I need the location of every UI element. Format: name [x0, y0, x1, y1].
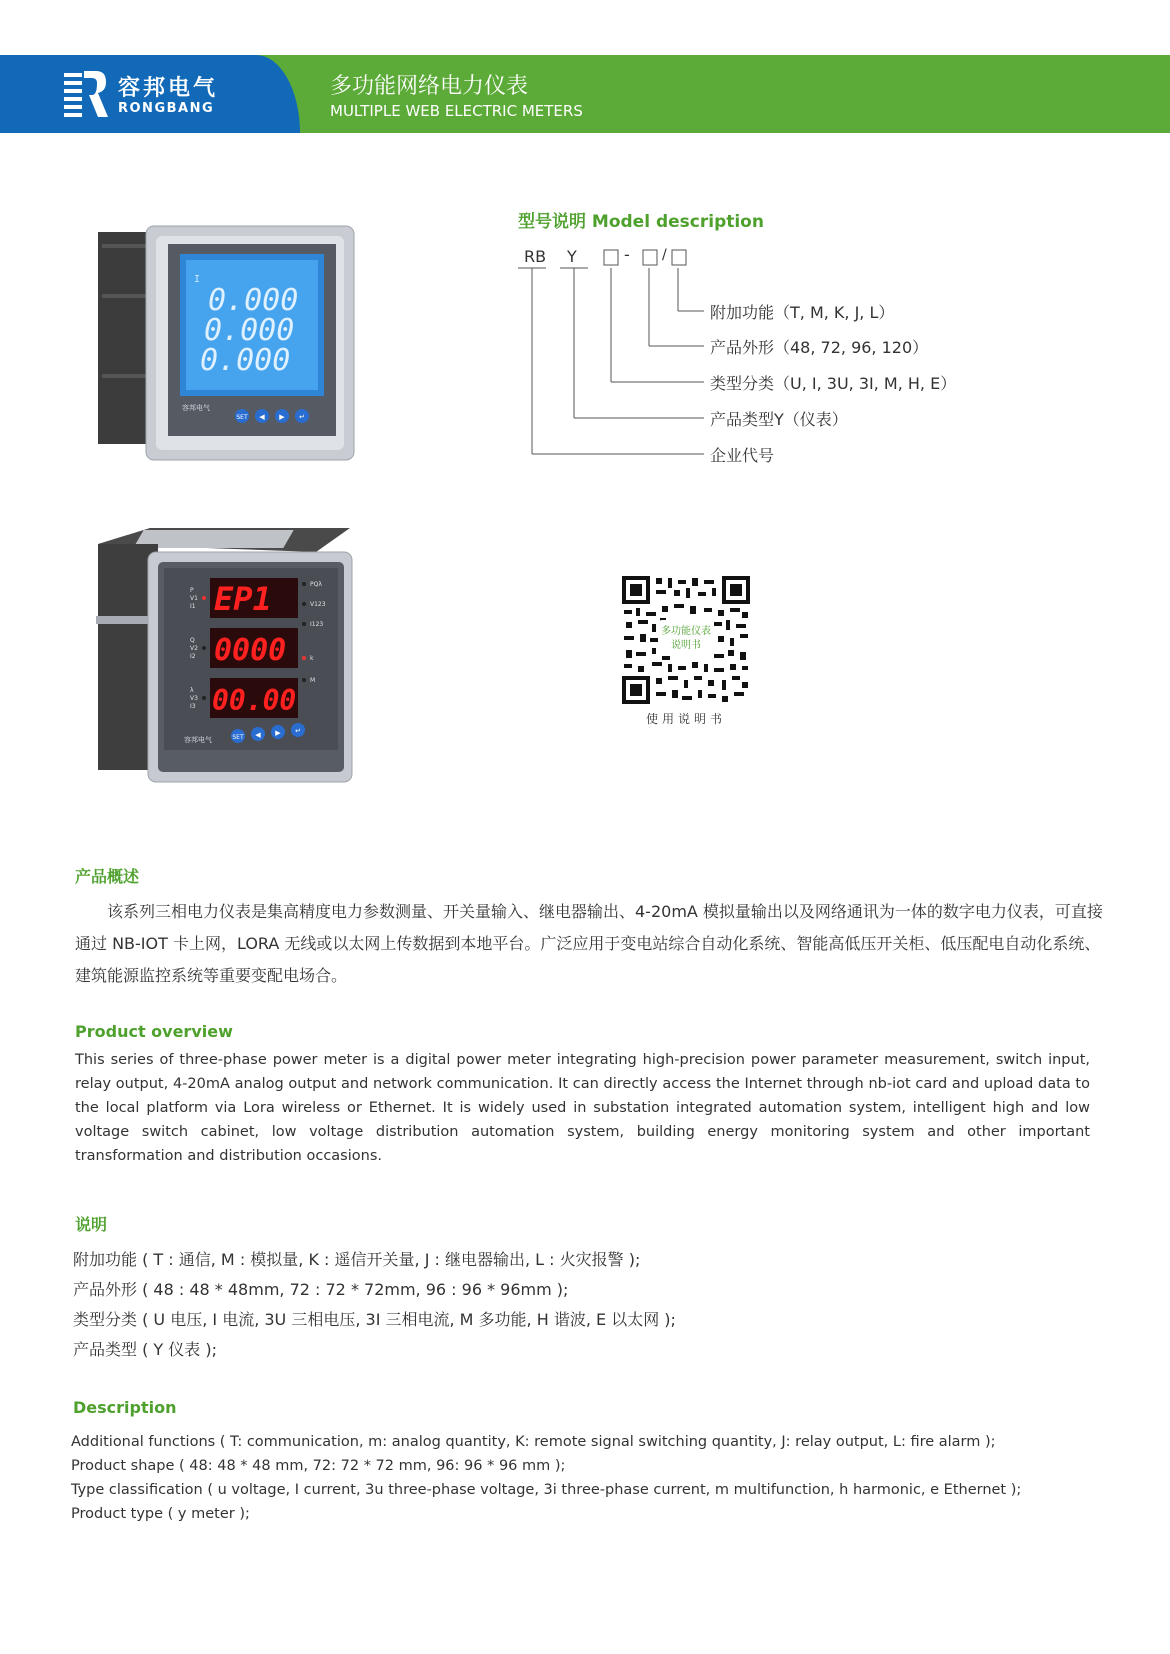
notes-cn-item: 产品类型 ( Y 仪表 ); — [73, 1340, 217, 1359]
brand-name-en: RONGBANG — [118, 101, 215, 116]
model-code-rb: RB — [524, 247, 547, 266]
qr-caption: 使用说明书 — [645, 712, 726, 726]
model-code-y: Y — [567, 247, 577, 266]
model-code-dash: - — [624, 245, 630, 264]
model-desc-type: 类型分类（U, I, 3U, 3I, M, H, E） — [710, 374, 957, 393]
led-left-label: ◀ — [255, 731, 261, 739]
notes-en-item: Type classification ( u voltage, I current, 3u three-phase voltage, 3i three-phase current, m multifunction, h harmonic, e Ethernet ); — [71, 1482, 1022, 1498]
led-row2-label-1: Q — [190, 637, 195, 644]
lcd-set-label: SET — [236, 414, 248, 421]
notes-en-item: Product type ( y meter ); — [71, 1506, 250, 1522]
led-enter-label: ↵ — [295, 727, 301, 735]
led-right-label: ▶ — [275, 729, 281, 737]
led-brand: 容邦电气 — [184, 736, 212, 744]
header-banner — [0, 55, 1170, 133]
overview-cn-heading: 产品概述 — [75, 867, 140, 886]
qr-overlay-line-2: 说明书 — [671, 640, 701, 651]
led-row1-label-2: V1 — [190, 595, 198, 602]
led-reading-2: 0000 — [214, 633, 287, 668]
notes-cn-list — [73, 1245, 676, 1365]
notes-cn-item: 类型分类 ( U 电压, I 电流, 3U 三相电压, 3I 三相电流, M 多功能, H 谐波, E 以太网 ); — [73, 1310, 676, 1329]
led-row3-label-3: I3 — [190, 703, 196, 710]
led-row3-label-1: λ — [190, 687, 194, 694]
notes-en-item: Additional functions ( T: communication, m: analog quantity, K: remote signal switching quantity, J: relay output, L: fire alarm ); — [71, 1434, 996, 1450]
lcd-left-label: ◀ — [259, 413, 265, 421]
notes-en-list — [71, 1430, 1021, 1526]
model-desc-function: 附加功能（T, M, K, J, L） — [710, 303, 895, 322]
model-desc-product: 产品类型Y（仪表） — [710, 410, 848, 429]
lcd-right-label: ▶ — [279, 413, 285, 421]
model-desc-company: 企业代号 — [710, 446, 775, 465]
qr-code[interactable] — [622, 576, 750, 704]
notes-en-heading: Description — [73, 1398, 177, 1417]
led-row1-label-3: I1 — [190, 603, 196, 610]
overview-en-heading: Product overview — [75, 1022, 233, 1041]
led-indicator-pq: PQλ — [310, 581, 322, 588]
brand-name-cn: 容邦电气 — [118, 76, 219, 101]
led-indicator-k: k — [310, 655, 314, 662]
led-set-label: SET — [232, 734, 244, 741]
notes-cn-item: 产品外形 ( 48 : 48 * 48mm, 72 : 72 * 72mm, 96 : 96 * 96mm ); — [73, 1280, 569, 1299]
code-box-type — [604, 250, 618, 265]
rongbang-logo-icon — [64, 71, 108, 117]
notes-cn-heading: 说明 — [75, 1215, 108, 1234]
lcd-reading-1: 0.000 — [208, 283, 299, 318]
led-row3-label-2: V3 — [190, 695, 198, 702]
page-title-en: MULTIPLE WEB ELECTRIC METERS — [330, 102, 583, 120]
led-indicator-m: M — [310, 677, 316, 684]
svg-text:I: I — [194, 274, 201, 285]
model-code-slash: / — [662, 247, 667, 263]
led-row1-label-1: P — [190, 587, 194, 594]
lcd-reading-3: 0.000 — [200, 343, 291, 378]
lcd-brand: 容邦电气 — [182, 404, 210, 412]
led-indicator-i: I123 — [310, 621, 324, 628]
led-meter-image — [96, 526, 356, 784]
lcd-meter-image — [96, 224, 356, 462]
led-indicator-v: V123 — [310, 601, 326, 608]
led-row2-label-3: I2 — [190, 653, 196, 660]
model-desc-shape: 产品外形（48, 72, 96, 120） — [710, 338, 929, 357]
page-title-cn: 多功能网络电力仪表 — [330, 74, 529, 99]
led-reading-1: EP1 — [214, 580, 272, 618]
code-box-function — [672, 250, 686, 265]
notes-en-item: Product shape ( 48: 48 * 48 mm, 72: 72 * 72 mm, 96: 96 * 96 mm ); — [71, 1458, 566, 1474]
overview-en-text: This series of three-phase power meter is a digital power meter integrating high-precision power parameter measurement, switch input, relay output, 4-20mA analog output and network communication. It can directly access the Internet through nb-iot card and upload data to the local platform via Lora wireless or Ethernet. It is widely used in substation integrated automation system, intelligent high and low voltage switch cabinet, low voltage distribution automation system, building energy monitoring system and other important transformation and distribution occasions. — [75, 1052, 1090, 1164]
lcd-enter-label: ↵ — [299, 413, 305, 421]
qr-overlay-line-1: 多功能仪表 — [661, 626, 711, 637]
notes-cn-item: 附加功能 ( T : 通信, M : 模拟量, K : 遥信开关量, J : 继电器输出, L : 火灾报警 ); — [73, 1250, 641, 1269]
led-reading-3: 00.00 — [212, 684, 297, 717]
overview-cn-text: 该系列三相电力仪表是集高精度电力参数测量、开关量输入、继电器输出、4-20mA 模拟量输出以及网络通讯为一体的数字电力仪表，可直接通过 NB-IOT 卡上网，LORA 无线或以太网上传数据到本地平台。广泛应用于变电站综合自动化系统、智能高低压开关柜、低压配电自动化系统、建筑能源监控系统等重要变配电场合。 — [75, 902, 1103, 985]
led-row2-label-2: V2 — [190, 645, 198, 652]
model-description-title: 型号说明 Model description — [518, 212, 764, 232]
lcd-reading-2: 0.000 — [204, 313, 295, 348]
code-box-shape — [643, 250, 657, 265]
